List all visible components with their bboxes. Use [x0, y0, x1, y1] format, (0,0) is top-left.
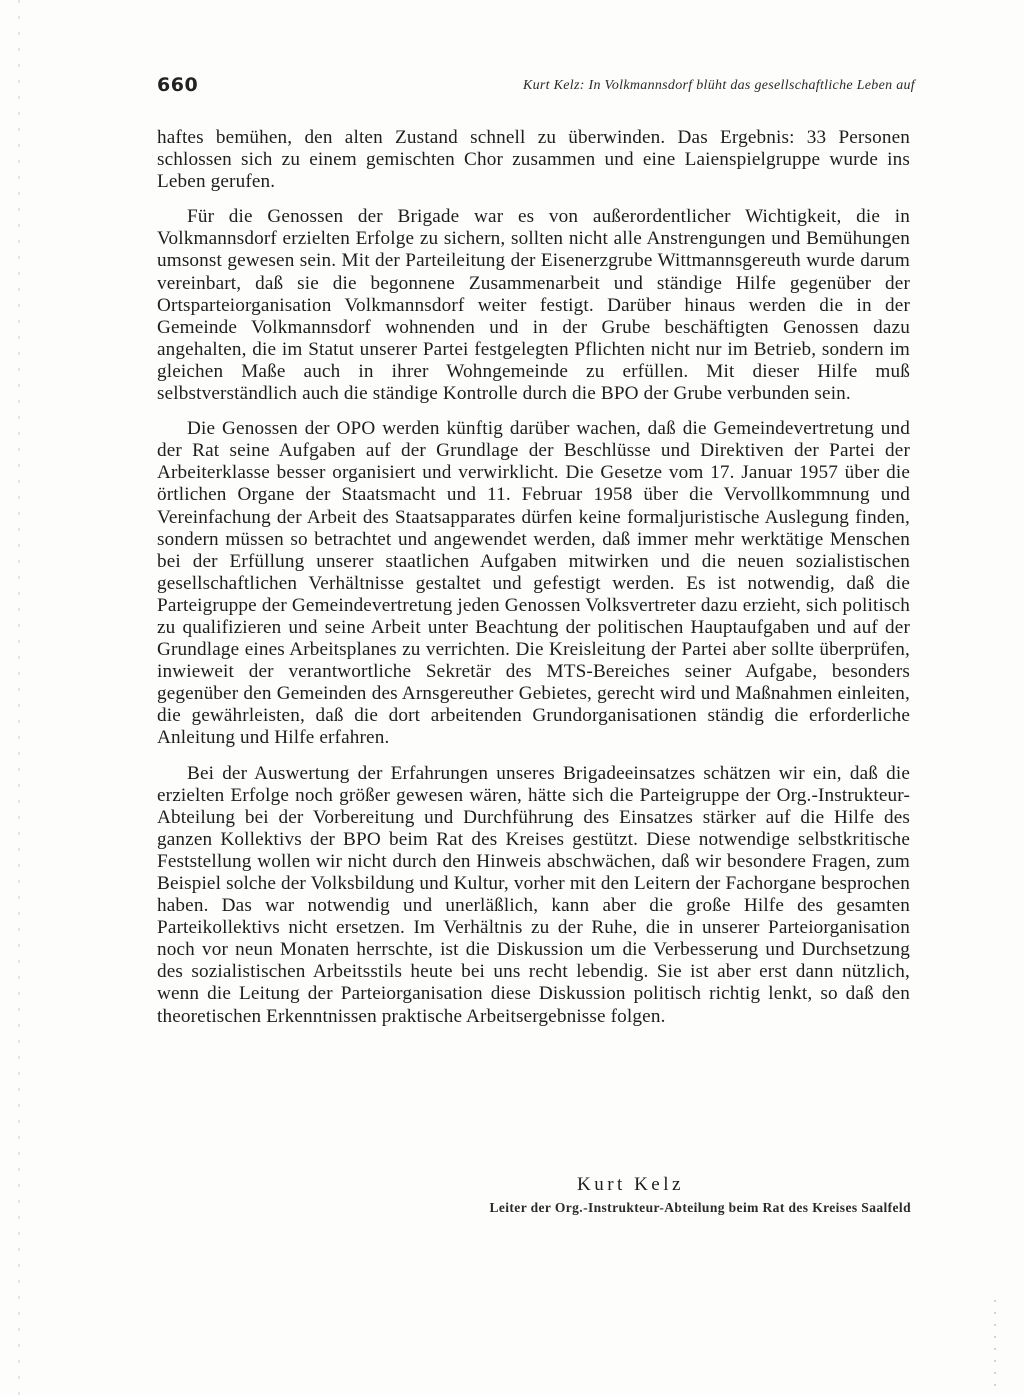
paragraph: Bei der Auswertung der Erfahrungen unseres Brigadeeinsatzes schätzen wir ein, daß die erzielten Erfolge noch größer gewesen wären, hätte sich die Parteigruppe der Org.-Instrukteur-Abteilung bei der Vorbereitung und Durchführung des Einsatzes stärker auf die Hilfe des ganzen Kollektivs der BPO beim Rat des Kreises gestützt. Diese notwendige selbstkritische Feststellung wollen wir nicht durch den Hinweis abschwächen, daß wir besondere Fragen, zum Beispiel solche der Volksbildung und Kultur, vorher mit den Leitern der Fachorgane besprochen haben. Das war notwendig und unerläßlich, kann aber die große Hilfe des gesamten Parteikollektivs nicht ersetzen. Im Verhältnis zu der Ruhe, die in unserer Parteiorganisation noch vor neun Monaten herrschte, ist die Diskussion um die Verbesserung und Durchsetzung des sozialistischen Arbeitsstils heute bei uns recht lebendig. Sie ist aber erst dann nützlich, wenn die Leitung der Parteiorganisation diese Diskussion politisch richtig lenkt, so daß den theoretischen Erkenntnissen praktische Arbeitsergebnisse folgen.	[157, 762, 910, 1027]
author-role: Leiter der Org.-Instrukteur-Abteilung beim Rat des Kreises Saalfeld	[489, 1200, 911, 1215]
author-name: Kurt Kelz	[577, 1174, 684, 1195]
scan-edge-right	[994, 1300, 996, 1395]
page-header	[157, 74, 915, 104]
paragraph: Für die Genossen der Brigade war es von außerordentlicher Wichtigkeit, die in Volkmannsdorf erzielten Erfolge zu sichern, sollten nicht alle Anstrengungen und Bemühungen umsonst gewesen sein. Mit der Parteileitung der Eisenerzgrube Wittmannsgereuth wurde darum vereinbart, daß sie die begonnene Zusammenarbeit und ständige Hilfe gegenüber der Ortsparteiorganisation Volkmannsdorf weiter festigt. Darüber hinaus werden die in der Gemeinde Volkmannsdorf wohnenden und in der Grube beschäftigten Genossen dazu angehalten, die im Statut unserer Partei festgelegten Pflichten nicht nur im Betrieb, sondern im gleichen Maße auch in ihrer Wohngemeinde zu erfüllen. Mit dieser Hilfe muß selbstverständlich auch die ständige Kontrolle durch die BPO der Grube verbunden sein.	[157, 206, 910, 405]
running-title: Kurt Kelz: In Volkmannsdorf blüht das gesellschaftliche Leben auf	[522, 78, 915, 93]
page-number: 660	[157, 74, 199, 96]
article-body	[157, 127, 910, 1041]
scan-edge-left	[18, 0, 20, 1395]
paragraph: Die Genossen der OPO werden künftig darüber wachen, daß die Gemeindevertretung und der Rat seine Aufgaben auf der Grundlage der Beschlüsse und Direktiven der Partei der Arbeiterklasse besser organisiert und verwirklicht. Die Gesetze vom 17. Januar 1957 über die örtlichen Organe der Staatsmacht und 11. Februar 1958 über die Vervollkommnung und Vereinfachung der Arbeit des Staatsapparates dürfen keine formaljuristische Auslegung finden, sondern müssen so betrachtet und angewendet werden, daß immer mehr werktätige Menschen bei der Erfüllung unserer staatlichen Aufgaben mitwirken und die neuen sozialistischen gesellschaftlichen Verhältnisse gestaltet und gefestigt werden. Es ist notwendig, daß die Parteigruppe der Gemeindevertretung jeden Genossen Volksvertreter dazu erzieht, sich politisch zu qualifizieren und seine Arbeit unter Beachtung der politischen Hauptaufgaben und auf der Grundlage eines Arbeitsplanes zu verrichten. Die Kreisleitung der Partei aber sollte überprüfen, inwieweit der verantwortliche Sekretär des MTS-Bereiches seiner Aufgabe, besonders gegenüber den Gemeinden des Arnsgereuther Gebietes, gerecht wird und Maßnahmen einleiten, die gewährleisten, daß die dort arbeitenden Grundorganisationen ständig die erforderliche Anleitung und Hilfe erfahren.	[157, 418, 910, 749]
paragraph: haftes bemühen, den alten Zustand schnell zu überwinden. Das Ergebnis: 33 Personen schlossen sich zu einem gemischten Chor zusammen und eine Laienspielgruppe wurde ins Leben gerufen.	[157, 127, 910, 193]
